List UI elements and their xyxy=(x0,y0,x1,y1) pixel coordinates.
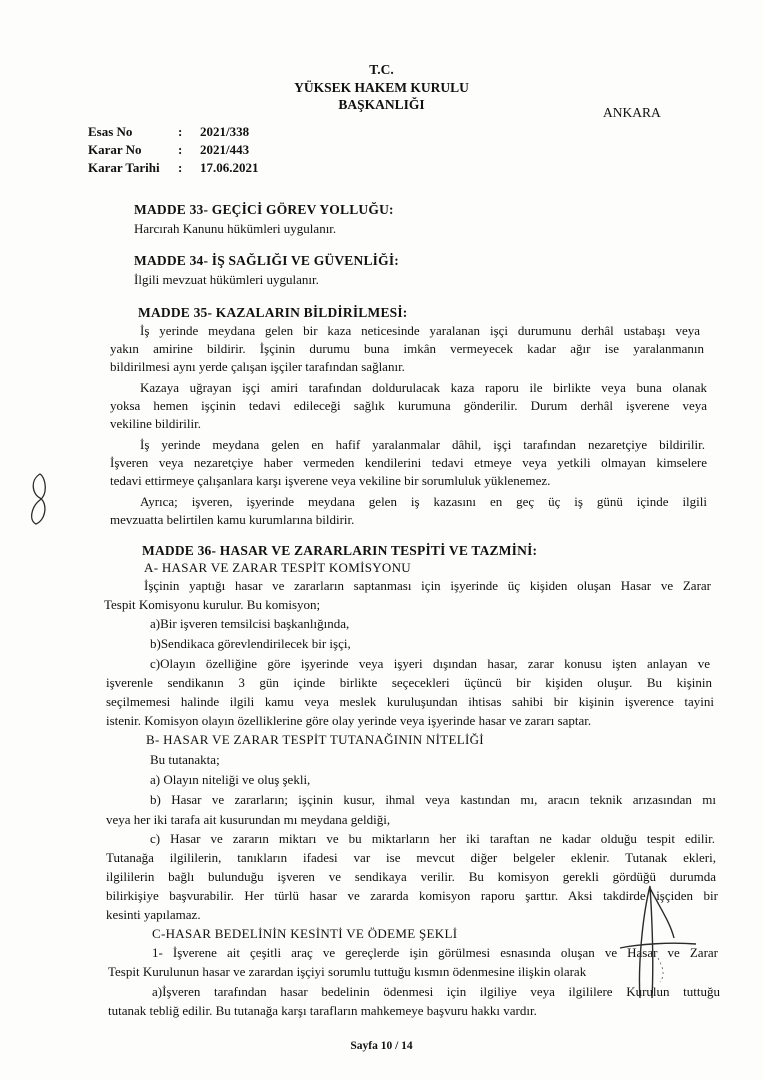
page-number: Sayfa 10 / 14 xyxy=(350,1040,413,1052)
meta-sep: : xyxy=(178,124,183,139)
article-34-title: MADDE 34- İŞ SAĞLIĞI VE GÜVENLİĞİ: xyxy=(134,253,399,268)
list-item: a)Bir işveren temsilcisi başkanlığında, xyxy=(150,616,350,631)
meta-value: 2021/443 xyxy=(200,142,250,157)
text-line: ilgililerin bağlı bulunduğu işveren ve sendikaya verilir. Bu komisyon gerekli gördüğü durumda xyxy=(106,869,716,884)
text-line: seçilmemesi halinde ilgili kamu veya meslek kuruluşundan ihtisas sahibi bir kişinin işverence tayini xyxy=(106,694,714,709)
text-line: işverenle sendikanın 3 gün içinde birlikte seçecekleri üçüncü bir kişiden oluşur. Bu kişinin xyxy=(106,675,712,690)
text-line: vekiline bildirilir. xyxy=(110,416,201,431)
text-line: bildirilmesi aynı yerde çalışan işçiler tarafından sağlanır. xyxy=(110,359,405,374)
list-item: c)Olayın özelliğine göre işyerinde veya işyeri dışından hasar, zarar konusu işten anlayan ve xyxy=(150,656,710,671)
text-line: İş yerinde meydana gelen en hafif yaralanmalar dâhil, işçi tarafından nezaretçiye bildirilir. xyxy=(140,437,705,452)
section-heading: A- HASAR VE ZARAR TESPİT KOMİSYONU xyxy=(144,560,411,575)
text-line: istenir. Komisyon olayın özelliklerine göre olay yerinde veya işyerinde hasar ve zararı saptar. xyxy=(106,713,592,728)
text-line: Bu tutanakta; xyxy=(150,752,220,767)
text-line: bilirkişiye başvurabilir. Her türlü hasar ve zararda komisyon raporu şarttır. Aksi takdirde işçiden bir xyxy=(106,888,718,903)
text-line: veya her iki tarafa ait kusurundan mı meydana geldiği, xyxy=(106,812,391,827)
list-item: b) Hasar ve zararların; işçinin kusur, ihmal veya kastından mı, aracın teknik arızasından mı xyxy=(150,792,716,807)
text-line: 1- İşverene ait çeşitli araç ve gereçlerde işin görülmesi esnasında oluşan ve Hasar ve Zarar xyxy=(152,945,718,960)
text-line: kesinti yapılamaz. xyxy=(106,907,201,922)
text-line: mevzuatta belirtilen kamu kurumlarına bildirir. xyxy=(110,512,355,527)
text-line: yakın amirine bildirir. İşçinin durumu buna imkân vermeyecek kadar ağır ise yaralanmanın xyxy=(110,341,704,356)
header-city: ANKARA xyxy=(603,105,661,120)
section-heading: B- HASAR VE ZARAR TESPİT TUTANAĞININ NİTELİĞİ xyxy=(146,732,484,747)
meta-label: Esas No xyxy=(88,124,133,139)
meta-label: Karar No xyxy=(88,142,142,157)
text-line: tutanak tebliğ edilir. Bu tutanağa karşı tarafların mahkemeye başvuru hakkı vardır. xyxy=(108,1003,537,1018)
text-line: İş yerinde meydana gelen bir kaza neticesinde yaralanan işçi durumunu derhâl ustabaşı veya xyxy=(140,323,700,338)
handwritten-margin-mark xyxy=(24,470,54,530)
article-35-title: MADDE 35- KAZALARIN BİLDİRİLMESİ: xyxy=(138,305,408,320)
text-line: tedavi ettirmeye çalışanlara karşı işverene veya vekiline bir sorumluluk yüklenemez. xyxy=(110,473,551,488)
header-presidency: BAŞKANLIĞI xyxy=(338,97,425,112)
meta-sep: : xyxy=(178,142,183,157)
text-line: Kazaya uğrayan işçi amiri tarafından doldurulacak kaza raporu ile birlikte veya buna olanak xyxy=(140,380,707,395)
header-tc: T.C. xyxy=(369,62,394,77)
text-line: İşçinin yaptığı hasar ve zararların saptanması için işyerinde üç kişiden oluşan Hasar ve Zarar xyxy=(144,578,711,593)
section-heading: C-HASAR BEDELİNİN KESİNTİ VE ÖDEME ŞEKLİ xyxy=(152,926,458,941)
header-institution: YÜKSEK HAKEM KURULU xyxy=(294,80,469,95)
list-item: b)Sendikaca görevlendirilecek bir işçi, xyxy=(150,636,351,651)
text-line: İşveren veya nezaretçiye haber vermeden kendilerini tedavi etmeye veya yetkili olmayan kimselere xyxy=(110,455,707,470)
text-line: Tutanağa ilgililerin, tanıkların ifadesi var ise mevcut diğer belgeler eklenir. Tutanak ekleri, xyxy=(106,850,716,865)
list-item: a)İşveren tarafından hasar bedelinin ödenmesi için ilgiliye veya ilgililere Kurulun tuttuğu xyxy=(152,984,720,999)
meta-value: 2021/338 xyxy=(200,124,250,139)
text-line: Tespit Komisyonu kurulur. Bu komisyon; xyxy=(104,597,321,612)
article-36-title: MADDE 36- HASAR VE ZARARLARIN TESPİTİ VE TAZMİNİ: xyxy=(142,543,538,558)
signature-initials xyxy=(600,878,710,1008)
article-34-text: İlgili mevzuat hükümleri uygulanır. xyxy=(134,272,319,287)
meta-sep: : xyxy=(178,160,183,175)
list-item: c) Hasar ve zararın miktarı ve bu miktarların her iki taraftan ne kadar olduğu tespit edilir. xyxy=(150,831,715,846)
article-33-title: MADDE 33- GEÇİCİ GÖREV YOLLUĞU: xyxy=(134,202,394,217)
text-line: Tespit Kurulunun hasar ve zarardan işçiyi sorumlu tuttuğu kısmın ödenmesine ilişkin olarak xyxy=(108,964,587,979)
meta-label: Karar Tarihi xyxy=(88,160,160,175)
article-33-text: Harcırah Kanunu hükümleri uygulanır. xyxy=(134,221,337,236)
text-line: Ayrıca; işveren, işyerinde meydana gelen iş kazasını en geç üç iş günü içinde ilgili xyxy=(140,494,707,509)
meta-value: 17.06.2021 xyxy=(200,160,259,175)
list-item: a) Olayın niteliği ve oluş şekli, xyxy=(150,772,311,787)
text-line: yoksa hemen işçinin tedavi edileceği sağlık kurumuna gönderilir. Durum derhâl işverene veya xyxy=(110,398,707,413)
